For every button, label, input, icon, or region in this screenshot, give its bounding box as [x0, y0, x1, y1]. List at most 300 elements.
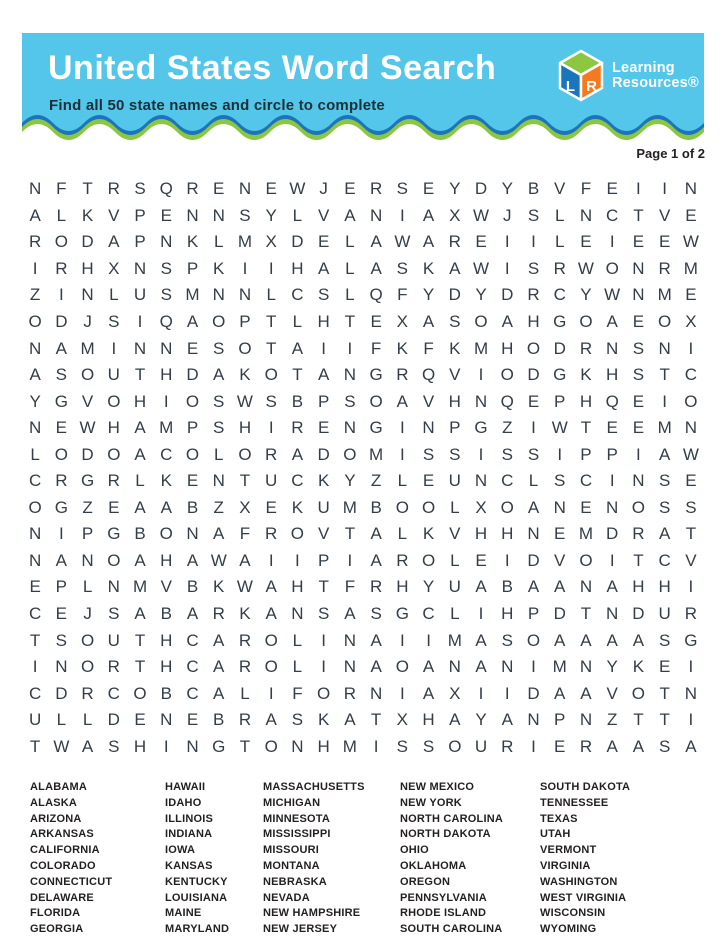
grid-letter: A — [291, 338, 304, 358]
grid-letter: R — [238, 710, 252, 730]
grid-letter: R — [81, 683, 94, 703]
grid-letter: S — [527, 258, 540, 278]
grid-letter: I — [268, 258, 274, 278]
grid-letter: V — [606, 683, 618, 703]
grid-letter: N — [28, 179, 42, 199]
grid-letter: P — [317, 391, 330, 411]
grid-letter: N — [28, 524, 42, 544]
grid-letter: R — [448, 232, 461, 252]
grid-letter: I — [478, 683, 484, 703]
grid-letter: C — [28, 683, 42, 703]
grid-letter: T — [633, 205, 644, 225]
grid-letter: V — [108, 205, 120, 225]
grid-letter: N — [579, 710, 593, 730]
grid-letter: O — [526, 338, 541, 358]
grid-letter: N — [28, 550, 42, 570]
grid-letter: Y — [501, 179, 513, 199]
grid-letter: A — [160, 497, 172, 517]
grid-letter: E — [685, 285, 697, 305]
grid-letter: Z — [29, 285, 41, 305]
grid-letter: E — [134, 710, 146, 730]
grid-letter: T — [659, 683, 670, 703]
grid-letter: N — [186, 205, 199, 225]
grid-letter: A — [213, 365, 225, 385]
grid-letter: E — [606, 418, 618, 438]
grid-letter: N — [160, 338, 173, 358]
grid-letter: H — [291, 577, 304, 597]
grid-letter: I — [321, 657, 327, 677]
grid-letter: R — [107, 471, 120, 491]
grid-letter: B — [134, 524, 146, 544]
grid-letter: R — [369, 577, 383, 597]
grid-letter: L — [450, 550, 460, 570]
word-list-item: NEW YORK — [400, 796, 462, 809]
grid-letter: O — [185, 391, 200, 411]
grid-letter: S — [370, 603, 382, 623]
grid-letter: O — [605, 258, 619, 278]
grid-letter: I — [609, 471, 615, 491]
word-list-item: WEST VIRGINIA — [540, 891, 627, 904]
grid-letter: A — [422, 683, 435, 703]
grid-letter: S — [108, 311, 120, 331]
grid-letter: I — [321, 338, 327, 358]
grid-letter: E — [685, 205, 697, 225]
grid-letter: L — [292, 657, 303, 677]
grid-letter: M — [342, 497, 357, 517]
logo-wordmark — [612, 61, 699, 91]
grid-letter: A — [580, 683, 592, 703]
grid-letter: O — [107, 550, 121, 570]
grid-letter: A — [422, 311, 435, 331]
word-list-item: COLORADO — [30, 859, 96, 872]
grid-letter: J — [83, 311, 92, 331]
learning-resources-logo — [556, 49, 699, 103]
grid-letter: L — [56, 710, 67, 730]
logo-cube-icon — [556, 49, 606, 103]
grid-letter: D — [606, 524, 619, 544]
grid-letter: I — [478, 603, 484, 623]
grid-letter: L — [292, 630, 303, 650]
grid-letter: T — [685, 524, 697, 544]
grid-letter: F — [370, 338, 382, 358]
grid-letter: Q — [421, 365, 436, 385]
grid-letter: R — [579, 736, 593, 756]
grid-letter: O — [264, 630, 278, 650]
grid-letter: S — [396, 736, 408, 756]
grid-letter: B — [370, 497, 382, 517]
grid-letter: A — [213, 683, 225, 703]
grid-letter: Y — [265, 205, 277, 225]
grid-letter: G — [369, 418, 383, 438]
grid-letter: E — [606, 179, 618, 199]
grid-letter: G — [107, 524, 121, 544]
grid-letter: R — [212, 603, 225, 623]
grid-letter: E — [370, 311, 382, 331]
grid-letter: C — [553, 285, 566, 305]
grid-letter: X — [108, 258, 120, 278]
grid-letter: K — [317, 710, 330, 730]
word-list-item: MICHIGAN — [263, 796, 321, 809]
grid-letter: R — [396, 550, 409, 570]
grid-letter: L — [135, 471, 145, 491]
grid-letter: I — [58, 524, 64, 544]
grid-letter: E — [108, 497, 120, 517]
grid-letter: A — [213, 630, 225, 650]
grid-letter: C — [606, 205, 619, 225]
grid-letter: O — [317, 683, 331, 703]
grid-letter: N — [291, 603, 304, 623]
grid-letter: B — [186, 497, 199, 517]
grid-letter: A — [580, 630, 592, 650]
grid-letter: B — [291, 391, 304, 411]
grid-letter: Y — [580, 285, 592, 305]
grid-letter: K — [186, 232, 199, 252]
grid-letter: O — [28, 311, 42, 331]
word-list-item: MINNESOTA — [263, 812, 330, 825]
grid-letter: M — [185, 285, 200, 305]
grid-letter: E — [658, 657, 671, 677]
grid-letter: I — [688, 577, 694, 597]
grid-letter: S — [108, 736, 120, 756]
grid-letter: A — [265, 603, 277, 623]
grid-letter: N — [448, 657, 461, 677]
grid-letter: O — [54, 232, 68, 252]
grid-letter: A — [370, 550, 382, 570]
grid-letter: B — [501, 577, 513, 597]
grid-letter: G — [369, 365, 383, 385]
grid-letter: A — [422, 657, 435, 677]
grid-letter: S — [449, 311, 461, 331]
grid-letter: R — [186, 179, 199, 199]
grid-letter: N — [474, 391, 488, 411]
grid-letter: H — [238, 418, 252, 438]
grid-letter: P — [606, 444, 618, 464]
grid-letter: N — [684, 179, 698, 199]
grid-letter: N — [343, 630, 357, 650]
grid-letter: D — [501, 285, 514, 305]
grid-letter: V — [81, 391, 94, 411]
grid-letter: W — [210, 550, 227, 570]
grid-letter: N — [579, 577, 593, 597]
word-list — [30, 780, 706, 938]
grid-letter: X — [265, 232, 277, 252]
grid-letter: O — [343, 444, 357, 464]
grid-letter: I — [688, 338, 694, 358]
grid-letter: E — [29, 577, 41, 597]
grid-letter: N — [527, 710, 540, 730]
grid-letter: V — [449, 365, 461, 385]
grid-letter: A — [134, 444, 146, 464]
page-title: United States Word Search — [48, 49, 497, 87]
grid-letter: N — [474, 471, 488, 491]
grid-letter: N — [186, 524, 199, 544]
grid-letter: R — [55, 471, 68, 491]
grid-letter: W — [473, 205, 490, 225]
grid-letter: K — [422, 524, 435, 544]
word-list-item: SOUTH CAROLINA — [400, 923, 503, 936]
grid-letter: X — [685, 311, 697, 331]
grid-letter: U — [265, 471, 278, 491]
grid-letter: I — [531, 657, 536, 677]
grid-letter: O — [631, 497, 646, 517]
grid-letter: N — [369, 683, 383, 703]
grid-letter: E — [160, 205, 172, 225]
grid-letter: E — [475, 550, 487, 570]
grid-letter: A — [685, 736, 697, 756]
grid-letter: L — [345, 232, 355, 252]
grid-letter: S — [527, 444, 540, 464]
word-list-item: MISSISSIPPI — [263, 828, 331, 841]
grid-letter: Y — [475, 710, 487, 730]
grid-letter: B — [160, 603, 172, 623]
grid-letter: S — [396, 258, 408, 278]
grid-letter: N — [579, 205, 593, 225]
grid-letter: Q — [159, 311, 173, 331]
word-list-item: HAWAII — [165, 781, 206, 793]
grid-letter: I — [58, 285, 64, 305]
word-list-item: ALABAMA — [30, 781, 88, 793]
grid-letter: U — [107, 630, 120, 650]
grid-letter: O — [28, 497, 42, 517]
grid-letter: N — [55, 657, 68, 677]
grid-letter: U — [107, 365, 120, 385]
grid-letter: G — [54, 391, 68, 411]
grid-letter: I — [399, 630, 405, 650]
grid-letter: N — [186, 736, 199, 756]
grid-letter: D — [107, 710, 120, 730]
grid-letter: S — [160, 285, 172, 305]
grid-letter: L — [528, 471, 539, 491]
grid-letter: S — [317, 285, 330, 305]
grid-letter: X — [239, 497, 251, 517]
grid-letter: Z — [82, 497, 93, 517]
word-list-item: GEORGIA — [30, 923, 84, 936]
grid-letter: O — [238, 338, 252, 358]
grid-letter: U — [658, 603, 671, 623]
grid-letter: L — [30, 444, 40, 464]
grid-letter: N — [553, 497, 566, 517]
grid-letter: R — [238, 657, 252, 677]
grid-letter: O — [159, 524, 173, 544]
grid-letter: I — [531, 418, 536, 438]
grid-letter: A — [134, 550, 146, 570]
grid-letter: N — [212, 205, 225, 225]
grid-letter: G — [474, 418, 488, 438]
grid-letter: J — [319, 179, 328, 199]
grid-letter: K — [160, 471, 172, 491]
grid-letter: I — [242, 258, 248, 278]
grid-letter: N — [160, 232, 173, 252]
grid-letter: D — [55, 311, 68, 331]
grid-letter: W — [551, 418, 568, 438]
word-list-item: WASHINGTON — [540, 875, 618, 888]
grid-letter: S — [501, 444, 513, 464]
grid-letter: E — [265, 497, 277, 517]
grid-letter: T — [659, 365, 670, 385]
grid-letter: D — [317, 444, 330, 464]
grid-letter: V — [658, 205, 671, 225]
word-list-column — [263, 780, 400, 938]
grid-letter: H — [396, 577, 409, 597]
grid-letter: M — [132, 577, 148, 597]
grid-letter: M — [473, 338, 489, 358]
page-subtitle: Find all 50 state names and circle to complete — [49, 97, 385, 114]
grid-letter: S — [632, 338, 645, 358]
grid-letter: A — [186, 550, 199, 570]
grid-letter: H — [448, 391, 461, 411]
grid-letter: R — [343, 683, 357, 703]
grid-letter: U — [133, 285, 147, 305]
grid-letter: M — [447, 630, 462, 650]
grid-letter: F — [397, 285, 408, 305]
word-list-item: ARKANSAS — [30, 828, 94, 841]
grid-letter: R — [107, 657, 120, 677]
grid-letter: E — [213, 179, 225, 199]
grid-letter: V — [449, 524, 461, 544]
grid-letter: G — [553, 311, 567, 331]
word-list-item: NEBRASKA — [263, 875, 327, 888]
grid-letter: C — [501, 471, 514, 491]
grid-letter: A — [317, 365, 330, 385]
grid-letter: Y — [422, 285, 435, 305]
grid-letter: A — [344, 710, 356, 730]
grid-letter: N — [107, 577, 120, 597]
grid-letter: C — [160, 444, 173, 464]
grid-letter: A — [606, 311, 618, 331]
grid-letter: M — [657, 285, 672, 305]
grid-letter: L — [554, 232, 565, 252]
grid-letter: R — [658, 258, 671, 278]
grid-letter: A — [527, 497, 540, 517]
word-list-item: TEXAS — [540, 812, 578, 825]
grid-letter: N — [291, 736, 304, 756]
grid-letter: T — [134, 657, 146, 677]
grid-letter: F — [423, 338, 434, 358]
grid-letter: Y — [606, 657, 618, 677]
grid-letter: N — [28, 418, 42, 438]
grid-letter: H — [658, 577, 671, 597]
grid-letter: C — [28, 603, 42, 623]
grid-letter: K — [422, 258, 435, 278]
grid-letter: I — [111, 338, 117, 358]
grid-letter: P — [580, 444, 592, 464]
grid-letter: F — [344, 577, 356, 597]
grid-letter: M — [578, 524, 594, 544]
grid-letter: I — [163, 391, 169, 411]
grid-letter: E — [632, 391, 645, 411]
grid-letter: E — [580, 232, 592, 252]
word-list-item: NORTH DAKOTA — [400, 828, 491, 841]
grid-letter: T — [265, 338, 277, 358]
grid-letter: T — [344, 311, 356, 331]
grid-letter: I — [662, 179, 668, 199]
grid-letter: A — [449, 710, 461, 730]
grid-letter: D — [55, 683, 68, 703]
grid-letter: A — [422, 205, 435, 225]
grid-letter: I — [478, 444, 484, 464]
grid-letter: W — [79, 418, 96, 438]
word-list-item: MAINE — [165, 907, 202, 920]
grid-letter: Q — [605, 391, 619, 411]
grid-letter: R — [396, 365, 409, 385]
grid-letter: P — [527, 603, 540, 623]
grid-letter: I — [531, 736, 536, 756]
grid-letter: E — [186, 710, 199, 730]
grid-letter: O — [133, 683, 147, 703]
grid-letter: A — [606, 736, 618, 756]
grid-letter: H — [632, 577, 645, 597]
grid-letter: D — [527, 365, 540, 385]
grid-letter: E — [632, 311, 645, 331]
grid-letter: K — [213, 577, 225, 597]
grid-letter: F — [580, 179, 592, 199]
grid-letter: A — [265, 577, 277, 597]
grid-letter: Y — [422, 577, 435, 597]
grid-letter: N — [212, 471, 225, 491]
grid-letter: O — [54, 444, 68, 464]
grid-letter: N — [343, 657, 357, 677]
grid-letter: I — [32, 657, 38, 677]
grid-letter: A — [317, 258, 330, 278]
word-list-item: DELAWARE — [30, 891, 94, 904]
grid-letter: O — [579, 311, 593, 331]
grid-letter: A — [658, 524, 671, 544]
grid-letter: I — [504, 550, 510, 570]
word-list-item: KENTUCKY — [165, 875, 228, 888]
grid-letter: F — [292, 683, 303, 703]
grid-letter: T — [82, 179, 93, 199]
grid-letter: A — [344, 205, 356, 225]
grid-letter: L — [213, 444, 224, 464]
grid-letter: A — [81, 736, 94, 756]
grid-letter: O — [658, 311, 672, 331]
logo-line2: Resources® — [612, 75, 699, 91]
grid-letter: O — [107, 444, 121, 464]
grid-letter: W — [236, 391, 253, 411]
grid-letter: A — [632, 736, 645, 756]
grid-letter: M — [342, 736, 357, 756]
grid-letter: O — [80, 630, 95, 650]
grid-letter: W — [236, 577, 253, 597]
grid-letter: S — [213, 338, 225, 358]
grid-letter: N — [501, 657, 514, 677]
grid-letter: S — [317, 603, 330, 623]
grid-letter: N — [527, 524, 540, 544]
grid-letter: S — [265, 391, 277, 411]
grid-letter: O — [264, 657, 278, 677]
grid-letter: K — [396, 338, 408, 358]
grid-letter: A — [186, 311, 199, 331]
grid-letter: U — [317, 497, 330, 517]
grid-letter: S — [554, 471, 566, 491]
grid-letter: I — [609, 550, 615, 570]
grid-letter: K — [291, 497, 304, 517]
grid-letter: I — [163, 736, 169, 756]
grid-letter: S — [632, 365, 645, 385]
grid-letter: A — [370, 630, 382, 650]
word-list-item: CONNECTICUT — [30, 875, 113, 888]
grid-letter: N — [632, 258, 645, 278]
grid-letter: N — [133, 338, 147, 358]
word-list-item: OHIO — [400, 844, 429, 857]
grid-letter: O — [474, 311, 488, 331]
grid-letter: I — [347, 338, 353, 358]
grid-letter: S — [396, 179, 408, 199]
grid-letter: C — [186, 683, 199, 703]
grid-letter: I — [399, 205, 405, 225]
grid-letter: M — [159, 418, 174, 438]
grid-letter: E — [554, 524, 566, 544]
